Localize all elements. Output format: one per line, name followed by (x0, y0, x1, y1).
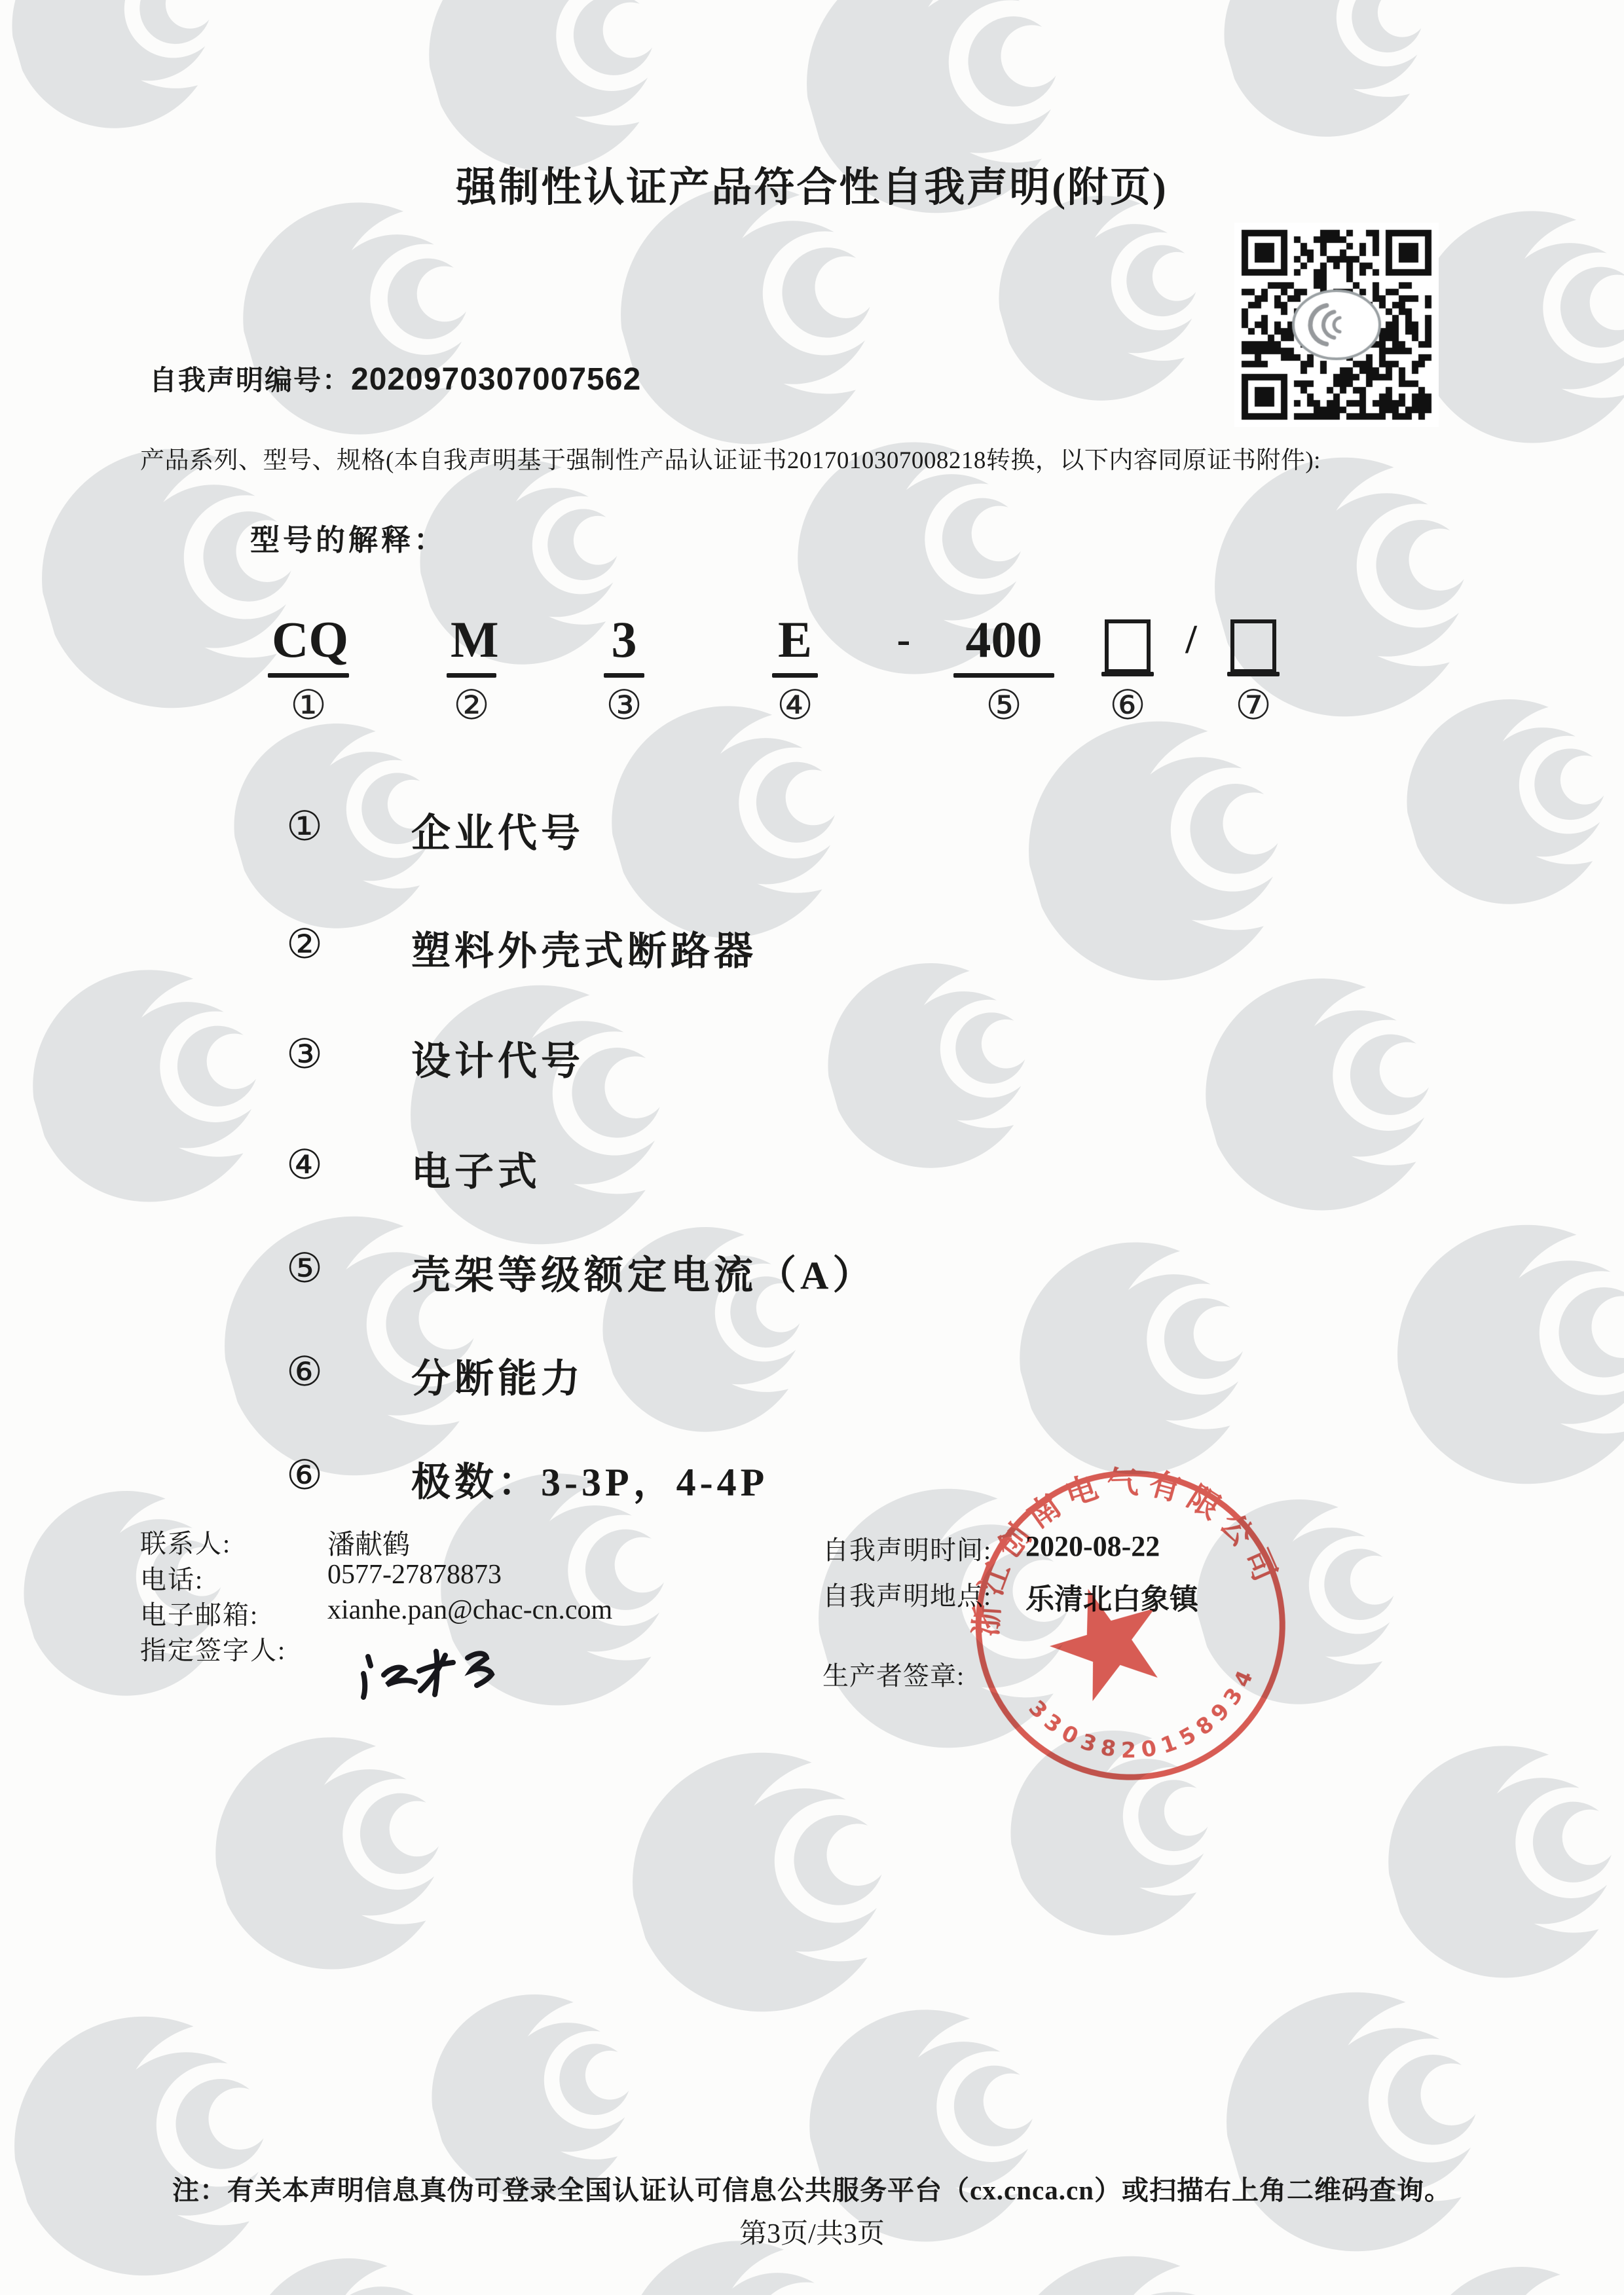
circled-digit: ① (290, 681, 327, 729)
legend-circled-digit: ⑥ (286, 1348, 323, 1395)
underline (1227, 672, 1280, 676)
model-segment-text: M (451, 611, 499, 668)
declaration-value: 乐清北白象镇 (1025, 1583, 1198, 1615)
model-segment (776, 609, 814, 677)
legend-label: 壳架等级额定电流（A） (411, 1254, 876, 1297)
legend-circled-digit: ④ (286, 1141, 323, 1188)
product-series-line: 产品系列、型号、规格(本自我声明基于强制性产品认证证书2017010307008218转换，以下内容同原证书附件): (140, 447, 1321, 474)
circled-digit: ③ (606, 681, 642, 729)
model-blank-box (1105, 619, 1151, 673)
contact-label: 电话: (140, 1565, 204, 1594)
legend-label: 分断能力 (411, 1357, 584, 1401)
ccc-watermark-icon (4, 927, 316, 1238)
circled-digit: ② (453, 681, 490, 729)
ccc-watermark-icon (1365, 1177, 1624, 1525)
page-title: 强制性认证产品符合性自我声明(附页) (456, 166, 1168, 210)
ccc-watermark-icon (0, 0, 262, 160)
stamp-company-name: 浙江创南电气有限公司 (969, 1465, 1285, 1638)
contact-label: 电子邮箱: (140, 1600, 259, 1630)
legend-label: 塑料外壳式断路器 (411, 930, 757, 973)
model-segment (1177, 609, 1205, 677)
model-segment (272, 609, 348, 677)
model-explanation-label: 型号的解释： (250, 524, 447, 557)
legend-circled-digit: ③ (286, 1030, 323, 1078)
model-segment-text: E (777, 611, 813, 668)
legend-circled-digit: ② (286, 920, 323, 968)
stamp-serial-number: 3303820158934 (1024, 1661, 1261, 1763)
model-segment (451, 609, 499, 677)
contact-label: 指定签字人: (140, 1636, 287, 1665)
model-segment (957, 609, 1050, 677)
contact-value: 潘献鹤 (327, 1530, 411, 1560)
model-segment-text: / (1185, 617, 1197, 662)
model-segment-text: CQ (272, 611, 348, 668)
contact-value: xianhe.pan@chac-cn.com (327, 1595, 613, 1625)
declaration-label: 自我声明时间: (822, 1535, 992, 1565)
underline (1101, 672, 1154, 676)
ccc-watermark-icon (803, 925, 1079, 1201)
underline (772, 673, 818, 678)
circled-digit: ⑦ (1235, 681, 1272, 729)
company-stamp (934, 1435, 1329, 1829)
legend-label: 电子式 (411, 1150, 541, 1194)
ccc-qr-code-icon (1234, 223, 1439, 427)
underline (604, 673, 644, 678)
model-segment-text: 400 (965, 611, 1043, 668)
legend-label: 企业代号 (411, 812, 584, 855)
underline (447, 673, 496, 678)
svg-text:3303820158934 (1022, 1657, 1273, 1782)
legend-label: 设计代号 (411, 1040, 584, 1083)
declaration-value: 2020-08-22 (1025, 1530, 1160, 1562)
ccc-watermark-icon (187, 1694, 498, 2006)
stamp-star-icon (1041, 1578, 1169, 1707)
legend-circled-digit: ① (286, 802, 323, 850)
declaration-number-label: 自我声明编号： (149, 366, 352, 396)
ccc-watermark-icon (1177, 935, 1488, 1247)
model-segment (889, 609, 918, 677)
declaration-label: 自我声明地点: (822, 1581, 992, 1611)
underline (268, 673, 349, 678)
model-segment-text: 3 (611, 611, 637, 668)
contact-value: 0577-27878873 (327, 1560, 502, 1590)
model-segment (1231, 609, 1276, 677)
footer-note: 注：有关本声明信息真伪可登录全国认证认可信息公共服务平台（cx.cnca.cn）或扫描右上角二维码查询。 (172, 2175, 1452, 2205)
page-number: 第3页/共3页 (739, 2219, 885, 2249)
model-segment (608, 609, 640, 677)
model-segment (1105, 609, 1150, 677)
circled-digit: ⑤ (986, 681, 1022, 729)
declaration-number-line (149, 359, 641, 398)
model-segment-text: - (896, 617, 911, 662)
circled-digit: ④ (777, 681, 813, 729)
signature-handwriting (346, 1638, 536, 1723)
declaration-number-value: 2020970307007562 (351, 362, 642, 397)
ccc-watermark-icon (0, 1453, 274, 1729)
model-blank-box (1230, 619, 1276, 673)
underline (953, 673, 1054, 678)
legend-label: 极数：3-3P，4-4P (411, 1461, 769, 1504)
ccc-watermark-icon (1199, 0, 1475, 169)
legend-circled-digit: ⑤ (286, 1244, 323, 1292)
circled-digit: ⑥ (1109, 681, 1146, 729)
producer-seal-label: 生产者签章: (822, 1661, 965, 1691)
contact-label: 联系人: (140, 1529, 232, 1558)
legend-circled-digit: ⑥ (286, 1451, 323, 1499)
